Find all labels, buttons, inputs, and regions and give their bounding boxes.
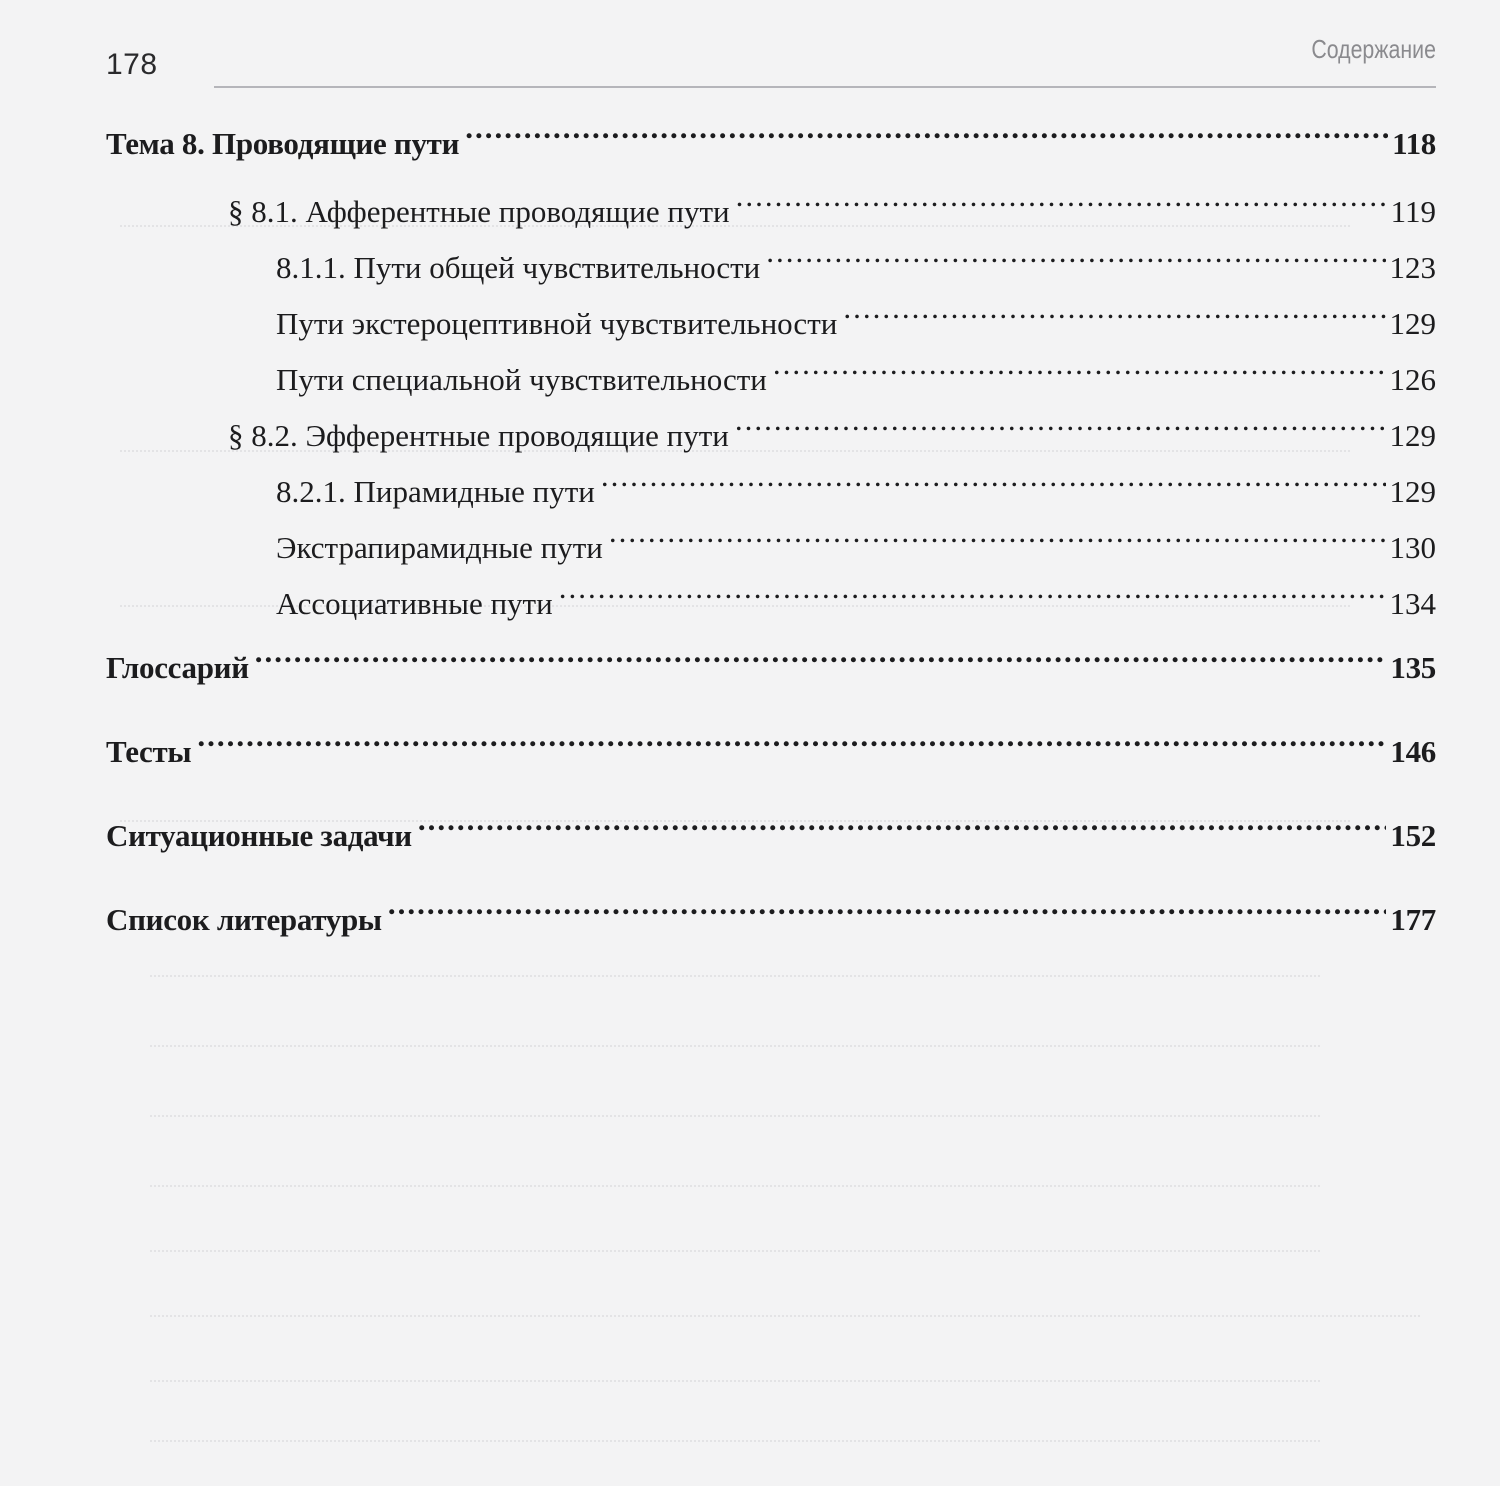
- toc-entry-page: 119: [1390, 194, 1436, 229]
- toc-entry-8-1-1: [276, 238, 1436, 288]
- dot-leader: [601, 462, 1386, 502]
- page-number: 178: [106, 48, 158, 81]
- toc-entry-exteroceptive: [276, 294, 1436, 344]
- dot-leader: [736, 182, 1387, 222]
- dot-leader: [559, 574, 1386, 614]
- toc-entry-page: 126: [1389, 362, 1436, 397]
- toc-entry-label: 8.1.1. Пути общей чувствительности: [276, 250, 761, 285]
- toc-entry-extrapyramidal: [276, 518, 1436, 568]
- toc-entry-label: 8.2.1. Пирамидные пути: [276, 474, 595, 509]
- toc-entry-label: Экстрапирамидные пути: [276, 530, 603, 565]
- toc-entry-page: 129: [1389, 418, 1436, 453]
- toc-entry-page: 134: [1389, 586, 1436, 621]
- dot-leader: [609, 518, 1386, 558]
- dot-leader: [465, 114, 1388, 154]
- toc-entry-page: 118: [1392, 126, 1436, 161]
- toc-entry-situational-tasks: [106, 806, 1436, 856]
- toc-entry-page: 129: [1389, 474, 1436, 509]
- toc-entry-label: § 8.1. Афферентные проводящие пути: [228, 194, 730, 229]
- toc-entry-label: Пути специальной чувствительности: [276, 362, 767, 397]
- toc-entry-page: 135: [1390, 650, 1436, 685]
- toc-entry-special-sensitivity: [276, 350, 1436, 400]
- toc-entry-page: 123: [1389, 250, 1436, 285]
- toc-entry-references: [106, 890, 1436, 940]
- dot-leader: [197, 722, 1386, 762]
- toc-entry-page: 130: [1389, 530, 1436, 565]
- toc-entry-label: Пути экстероцептивной чувствительности: [276, 306, 838, 341]
- toc-entry-8-1: [228, 182, 1436, 232]
- toc-entry-label: Ассоциативные пути: [276, 586, 553, 621]
- toc-entry-8-2-1: [276, 462, 1436, 512]
- toc-entry-page: 146: [1390, 734, 1436, 769]
- toc-entry-label: § 8.2. Эфферентные проводящие пути: [228, 418, 729, 453]
- dot-leader: [766, 238, 1385, 278]
- toc-entry-topic-8: [106, 114, 1436, 164]
- toc-entry-label: Тесты: [106, 734, 192, 769]
- toc-entry-associative: [276, 574, 1436, 624]
- dot-leader: [388, 890, 1387, 930]
- toc-entry-page: 177: [1390, 902, 1436, 937]
- dot-leader: [735, 406, 1386, 446]
- toc-entry-label: Список литературы: [106, 902, 382, 937]
- dot-leader: [773, 350, 1386, 390]
- toc-entry-glossary: [106, 638, 1436, 688]
- toc-entry-tests: [106, 722, 1436, 772]
- toc-entry-label: Тема 8. Проводящие пути: [106, 126, 460, 161]
- dot-leader: [255, 638, 1387, 678]
- toc-entry-label: Глоссарий: [106, 650, 249, 685]
- toc-entry-label: Ситуационные задачи: [106, 818, 412, 853]
- toc-entry-page: 129: [1389, 306, 1436, 341]
- header-rule: [214, 86, 1436, 88]
- dot-leader: [418, 806, 1387, 846]
- running-head: Содержание: [1311, 34, 1436, 64]
- toc-entry-8-2: [228, 406, 1436, 456]
- dot-leader: [843, 294, 1385, 334]
- toc-entry-page: 152: [1390, 818, 1436, 853]
